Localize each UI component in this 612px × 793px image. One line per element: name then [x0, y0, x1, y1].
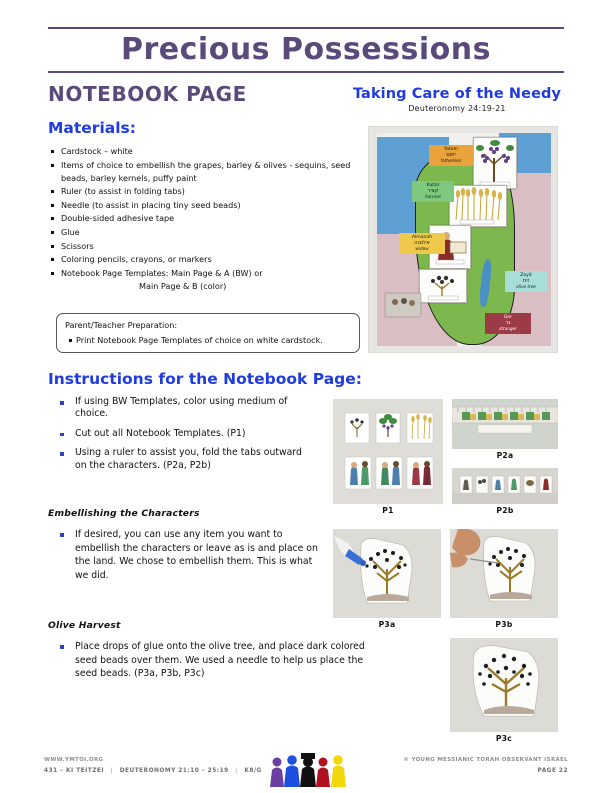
footer-website[interactable]: WWW.YMTOI.ORG: [44, 757, 104, 763]
list-item: If desired, you can use any item you want to embellish the characters or leave as is and place on the land. We chose to embellish them. This is what we did.: [58, 528, 326, 582]
notebook-page-map-photo: [368, 126, 558, 353]
map-label-english: stranger: [499, 326, 517, 332]
needle-placing-beads-icon: [450, 529, 558, 618]
list-item: Glue: [50, 226, 360, 239]
photo-p3c: [450, 638, 558, 732]
photo-p2b: [452, 468, 558, 504]
finished-olive-tree-icon: [450, 638, 558, 732]
caption-p3b: P3b: [495, 620, 513, 629]
map-label-translit: Katzir: [426, 183, 440, 188]
photo-p3b: [450, 529, 558, 618]
olive-tree-icon: [420, 270, 466, 302]
caption-p2a: P2a: [496, 451, 514, 460]
materials-list: [50, 145, 360, 294]
preparation-item: Print Notebook Page Templates of choice on white cardstock.: [69, 335, 323, 345]
parent-teacher-preparation-box: [56, 313, 360, 353]
footer-grade: K8/G: [244, 768, 262, 774]
page-title: Precious Possessions: [121, 32, 491, 67]
footer-copyright: © YOUNG MESSIANIC TORAH OBSERVANT ISRAEL: [403, 757, 568, 763]
map-label-english: widow: [415, 246, 429, 252]
map-label-ger: [485, 313, 531, 334]
caption-p3a: P3a: [378, 620, 396, 629]
materials-heading: Materials:: [48, 119, 136, 137]
caption-p1: P1: [382, 506, 394, 515]
footer-divider: |: [235, 768, 238, 774]
caption-p2b: P2b: [496, 506, 514, 515]
grape-vine-cutout: [473, 137, 517, 189]
gleaners-icon: [386, 294, 420, 316]
list-item-continuation: [50, 280, 360, 293]
list-item: Needle (to assist in placing tiny seed beads): [50, 199, 360, 212]
footer-lesson-number: 431 – KI TEITZEI: [44, 768, 105, 774]
preparation-title: Parent/Teacher Preparation:: [65, 320, 178, 330]
gleaners-cutout: [385, 293, 421, 317]
embellishing-list: [58, 528, 326, 582]
footer-divider: |: [110, 768, 114, 774]
list-item: Cardstock – white: [50, 145, 360, 158]
lesson-title: Taking Care of the Needy: [352, 86, 562, 102]
map-label-translit: Zayit: [520, 273, 532, 278]
map-label-katzir: [412, 181, 454, 202]
olive-harvest-heading: Olive Harvest: [48, 620, 121, 631]
map-label-zayit: [505, 271, 547, 292]
grape-vine-icon: [474, 138, 516, 188]
instructions-heading: Instructions for the Notebook Page:: [48, 370, 362, 388]
cutout-pieces-icon: [333, 399, 443, 504]
map-label-english: fatherless: [440, 158, 462, 164]
five-figures-logo-icon: [268, 753, 348, 789]
lesson-reference: Deuteronomy 24:19-21: [408, 104, 506, 113]
barley-icon: [450, 186, 506, 226]
map-label-hebrew: יתום: [446, 151, 456, 158]
map-label-translit: Ger: [503, 315, 513, 320]
map-label-english: harvest: [425, 194, 441, 200]
footer-page-number: PAGE 22: [537, 768, 568, 774]
map-label-translit: Almanah: [411, 235, 433, 240]
list-item: Cut out all Notebook Templates. (P1): [58, 428, 316, 440]
photo-p3a: [333, 529, 441, 618]
map-label-english: olive tree: [516, 284, 536, 290]
barley-sheaf-cutout: [449, 185, 507, 227]
map-label-yatom: [429, 145, 473, 166]
caption-p3c: P3c: [495, 734, 513, 743]
instructions-list: [58, 396, 316, 479]
map-illustration: [377, 133, 551, 346]
list-item: If using BW Templates, color using medium of choice.: [58, 396, 316, 421]
ymtoi-logo: [268, 753, 348, 789]
map-label-almanah: [399, 233, 445, 254]
photo-p1: [333, 399, 443, 504]
footer-lesson-info: [44, 768, 262, 774]
map-label-hebrew: זית: [522, 277, 530, 284]
olive-harvest-list: [58, 640, 388, 681]
list-item: Using a ruler to assist you, fold the tabs outward on the characters. (P2a, P2b): [58, 447, 316, 472]
map-label-translit: Yatom: [443, 147, 459, 152]
header-rule-top: [48, 27, 564, 29]
list-item: Scissors: [50, 240, 360, 253]
notebook-page-heading: NOTEBOOK PAGE: [48, 82, 247, 106]
list-item: Coloring pencils, crayons, or markers: [50, 253, 360, 266]
list-item: Ruler (to assist in folding tabs): [50, 185, 360, 198]
embellishing-heading: Embellishing the Characters: [48, 508, 200, 519]
list-item: Notebook Page Templates: Main Page & A (BW) or: [50, 267, 360, 280]
list-item: Place drops of glue onto the olive tree, and place dark colored seed beads over them. We used a needle to help us place the seed beads. (P3a, P3b, P3c): [58, 640, 388, 681]
olive-tree-cutout: [419, 269, 467, 303]
map-label-hebrew: גר: [505, 319, 511, 326]
folded-tabs-row-icon: [452, 468, 558, 504]
photo-p2a: [452, 399, 558, 449]
map-label-hebrew: קציר: [427, 187, 439, 194]
footer-scripture-range: DEUTERONOMY 21:10 – 25:19: [119, 768, 229, 774]
list-item: Double-sided adhesive tape: [50, 212, 360, 225]
ruler-folding-icon: [452, 399, 558, 449]
map-label-hebrew: אלמנה: [414, 239, 430, 246]
template-option-color: Main Page & B (color): [139, 281, 227, 292]
glue-on-olive-tree-icon: [333, 529, 441, 618]
header-rule-bottom: [48, 71, 564, 73]
list-item: Items of choice to embellish the grapes, barley & olives - sequins, seed beads, barley kernels, puffy paint: [50, 159, 360, 185]
